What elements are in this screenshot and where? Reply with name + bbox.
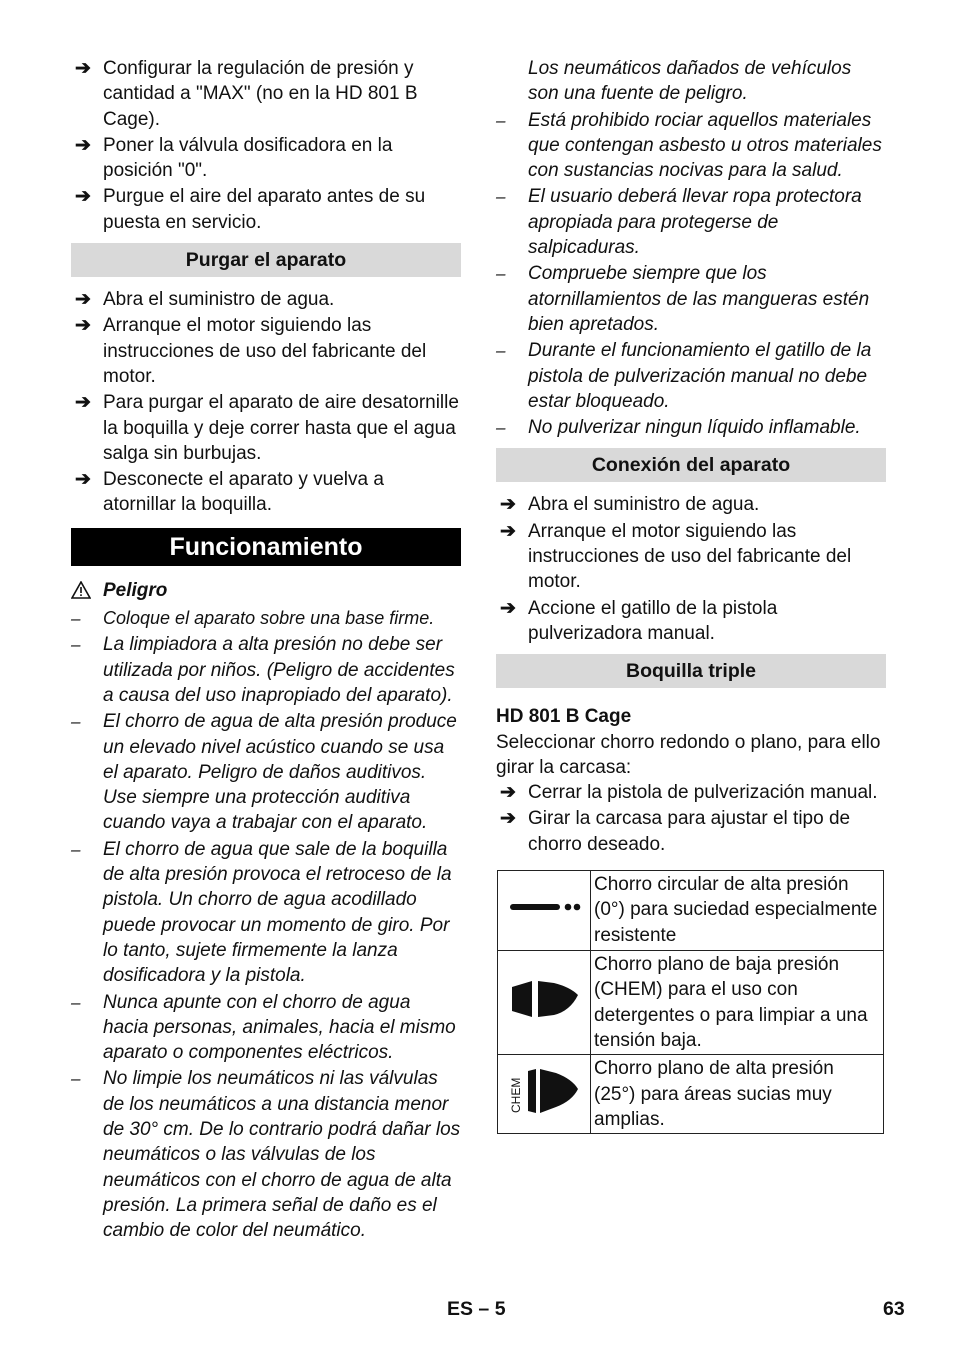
dash-bullet: – — [496, 341, 506, 361]
page-number: 63 — [883, 1298, 905, 1320]
dash-bullet: – — [71, 712, 81, 732]
danger-item: – El chorro de agua de alta presión produce un elevado nivel acústico cuando se usa el aparato. Peligro de daños auditivos. Use siempre una protección auditiva cuando vaya a trabajar con el aparato. — [71, 711, 457, 834]
danger-item: – No limpie los neumáticos ni las válvulas de los neumáticos a una distancia menor de 30° cm. De lo contrario podrá dañar los neumáticos o las válvulas de los neumáticos con el chorro de agua de alta presión. La primera señal de daño es el cambio de color del neumático. — [71, 1068, 461, 1242]
danger-item: – El chorro de agua que sale de la boquilla de alta presión provoca el retroceso de la pistola. Un chorro de agua acodillado puede provocar un momento de giro. Por lo tanto, sujete firmemente la lanza dosificadora y la pistola. — [71, 838, 452, 987]
arrow-icon: ➔ — [75, 134, 91, 156]
arrow-icon: ➔ — [75, 392, 91, 414]
dash-bullet: – — [71, 609, 81, 629]
arrow-icon: ➔ — [75, 186, 91, 208]
instruction-item: ➔ Para purgar el aparato de aire desatornille la boquilla y deje correr hasta que el agua salga sin burbujas. — [75, 392, 459, 464]
instruction-item: ➔ Arranque el motor siguiendo las instrucciones de uso del fabricante del motor. — [500, 520, 852, 593]
dash-bullet: – — [71, 992, 81, 1012]
arrow-icon: ➔ — [75, 469, 91, 491]
arrow-icon: ➔ — [500, 782, 516, 804]
instruction-item: ➔ Girar la carcasa para ajustar el tipo de chorro deseado. — [500, 808, 851, 855]
instruction-item: ➔ Accione el gatillo de la pistola pulverizadora manual. — [500, 597, 778, 644]
nozzle-icon-cell — [498, 871, 591, 951]
instruction-item: ➔ Poner la válvula dosificadora en la posición "0". — [75, 134, 393, 182]
instruction-item: ➔ Abra el suministro de agua. — [71, 287, 461, 312]
chem-label: CHEM — [509, 1077, 523, 1113]
dash-bullet: – — [496, 110, 506, 130]
arrow-icon: ➔ — [75, 289, 91, 311]
danger-item: – Compruebe siempre que los atornillamientos de las mangueras estén bien apretados. — [496, 263, 870, 335]
arrow-icon: ➔ — [500, 494, 516, 516]
right-column — [496, 56, 886, 1134]
danger-item: – Durante el funcionamiento el gatillo de la pistola de pulverización manual no debe estar bloqueado. — [496, 340, 872, 412]
high-pressure-flat-jet-icon — [504, 1065, 584, 1117]
table-row — [498, 951, 884, 1055]
dash-bullet: – — [496, 187, 506, 207]
danger-item-continued: Los neumáticos dañados de vehículos son una fuente de peligro. — [528, 58, 852, 105]
dash-bullet: – — [71, 635, 81, 655]
warning-triangle-icon — [71, 581, 91, 606]
dash-bullet: – — [71, 1069, 81, 1089]
table-row — [498, 871, 884, 951]
instruction-item: ➔ Cerrar la pistola de pulverización manual. — [496, 780, 886, 805]
chapter-heading-operation: Funcionamiento — [71, 528, 461, 566]
arrow-icon: ➔ — [500, 808, 516, 830]
danger-heading: Peligro — [71, 578, 461, 603]
dash-bullet: – — [496, 264, 506, 284]
nozzle-description: Chorro plano de alta presión (25°) para áreas sucias muy amplias. — [591, 1055, 884, 1134]
nozzle-icon-cell — [498, 951, 591, 1055]
instruction-item: ➔ Desconecte el aparato y vuelva a atornillar la boquilla. — [75, 469, 384, 516]
arrow-icon: ➔ — [75, 58, 91, 79]
instruction-item: ➔ Configurar la regulación de presión y cantidad a "MAX" (no en la HD 801 B Cage). — [75, 58, 418, 130]
table-row — [498, 1055, 884, 1134]
instruction-item: ➔ Abra el suministro de agua. — [496, 492, 886, 517]
round-jet-icon — [504, 897, 584, 917]
section-page-label: ES – 5 — [447, 1298, 506, 1320]
nozzle-table — [497, 870, 884, 1134]
nozzle-description: Chorro circular de alta presión (0°) para suciedad especialmente resistente — [591, 871, 884, 951]
danger-item: – Está prohibido rociar aquellos materiales que contengan asbesto u otros materiales con sustancias nocivas para la salud. — [496, 109, 882, 182]
danger-item: – La limpiadora a alta presión no debe ser utilizada por niños. (Peligro de accidentes a causa del uso inapropiado del aparato). — [71, 634, 455, 706]
danger-item: – Nunca apunte con el chorro de agua hacia personas, animales, hacia el mismo aparato o componentes eléctricos. — [71, 991, 456, 1064]
section-heading-purge: Purgar el aparato — [71, 243, 461, 277]
dash-bullet: – — [496, 418, 506, 438]
body-text: Seleccionar chorro redondo o plano, para ello girar la carcasa: — [496, 731, 881, 778]
instruction-item: ➔ Purgue el aire del aparato antes de su puesta en servicio. — [75, 186, 426, 233]
danger-item: – Coloque el aparato sobre una base firme. — [71, 606, 461, 631]
section-heading-connection: Conexión del aparato — [496, 448, 886, 482]
section-heading-triple-nozzle: Boquilla triple — [496, 654, 886, 688]
arrow-icon: ➔ — [500, 597, 516, 619]
low-pressure-flat-jet-icon — [504, 975, 584, 1023]
instruction-item: ➔ Arranque el motor siguiendo las instrucciones de uso del fabricante del motor. — [75, 315, 427, 387]
dash-bullet: – — [71, 839, 81, 859]
left-column — [71, 56, 461, 1244]
arrow-icon: ➔ — [500, 520, 516, 542]
model-heading: HD 801 B Cage — [496, 706, 632, 728]
nozzle-description: Chorro plano de baja presión (CHEM) para el uso con detergentes o para limpiar a una tensión baja. — [591, 951, 884, 1055]
nozzle-icon-cell — [498, 1055, 591, 1134]
danger-item: – No pulverizar ningun líquido inflamable. — [496, 415, 886, 440]
danger-item: – El usuario deberá llevar ropa protectora apropiada para protegerse de salpicaduras. — [496, 186, 862, 259]
arrow-icon: ➔ — [75, 315, 91, 337]
